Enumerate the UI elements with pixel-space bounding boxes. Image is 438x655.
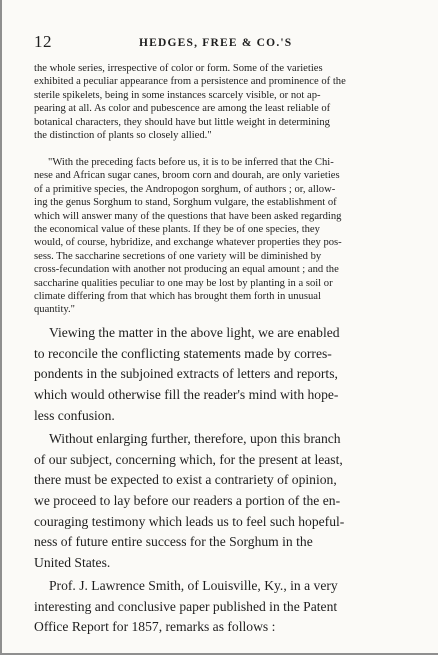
text-line: climate differing from that which has brought them forth in unusual bbox=[34, 290, 321, 302]
text-line: of a primitive species, the Andropogon sorghum, of authors ; or, allow- bbox=[34, 183, 336, 195]
text-line: the whole series, irrespective of color or form. Some of the varieties bbox=[34, 63, 323, 74]
text-line: ing the genus Sorghum to stand, Sorghum vulgare, the establishment of bbox=[34, 197, 337, 209]
text-line: of our subject, concerning which, for the present at least, bbox=[34, 451, 343, 467]
text-line: Office Report for 1857, remarks as follows : bbox=[34, 619, 276, 635]
text-line: nese and African sugar canes, broom corn and dourah, are only varieties bbox=[34, 170, 340, 182]
text-line: there must be expected to exist a contrariety of opinion, bbox=[34, 472, 337, 488]
body-paragraph-3 bbox=[34, 576, 410, 638]
text-line: Prof. J. Lawrence Smith, of Louisville, Ky., in a very bbox=[49, 578, 338, 593]
text-line: interesting and conclusive paper published in the Patent bbox=[34, 598, 338, 614]
text-line: which would otherwise fill the reader's mind with hope- bbox=[34, 387, 339, 403]
text-line: pondents in the subjoined extracts of letters and reports, bbox=[34, 366, 338, 382]
text-line: quantity." bbox=[34, 304, 76, 316]
quote-paragraph-1 bbox=[34, 62, 410, 142]
text-line: pearing at all. As color and pubescence are among the least reliable of bbox=[34, 103, 331, 115]
quote-paragraph-2 bbox=[34, 156, 410, 317]
text-line: the distinction of plants so closely allied." bbox=[34, 129, 212, 141]
text-line: botanical characters, they should have but little weight in determining bbox=[34, 116, 330, 128]
text-line: saccharine qualities peculiar to one may be lost by planting in a soil or bbox=[34, 277, 333, 289]
page-number: 12 bbox=[34, 32, 52, 51]
text-line: cross-fecundation with another not producing an equal amount ; and the bbox=[34, 264, 339, 276]
text-line: the economical value of these plants. If they be of one species, they bbox=[34, 223, 320, 235]
body-paragraph-1 bbox=[34, 323, 410, 426]
text-line: United States. bbox=[34, 555, 111, 571]
text-line: "With the preceding facts before us, it is to be inferred that the Chi- bbox=[48, 157, 334, 168]
text-line: less confusion. bbox=[34, 407, 115, 423]
text-line: Viewing the matter in the above light, we are enabled bbox=[49, 325, 340, 340]
text-line: we proceed to lay before our readers a portion of the en- bbox=[34, 493, 341, 509]
body-paragraph-2 bbox=[34, 429, 410, 574]
running-head: HEDGES, FREE & CO.'S bbox=[139, 37, 293, 49]
text-line: exhibited a peculiar appearance from a persistence and prominence of the bbox=[34, 76, 346, 88]
text-line: sess. The saccharine secretions of one variety will be diminished by bbox=[34, 250, 322, 262]
page-header bbox=[34, 32, 404, 54]
text-line: which will answer many of the questions that have been asked regarding bbox=[34, 210, 342, 222]
text-line: to reconcile the conflicting statements made by corres- bbox=[34, 345, 332, 361]
text-line: Without enlarging further, therefore, upon this branch bbox=[49, 431, 341, 446]
text-line: would, of course, hybridize, and exchange whatever properties they pos- bbox=[34, 237, 342, 249]
text-line: ness of future entire success for the Sorghum in the bbox=[34, 534, 313, 550]
text-line: couraging testimony which leads us to feel such hopeful- bbox=[34, 513, 345, 529]
text-line: sterile spikelets, being in some instances scarcely visible, or not ap- bbox=[34, 89, 321, 101]
